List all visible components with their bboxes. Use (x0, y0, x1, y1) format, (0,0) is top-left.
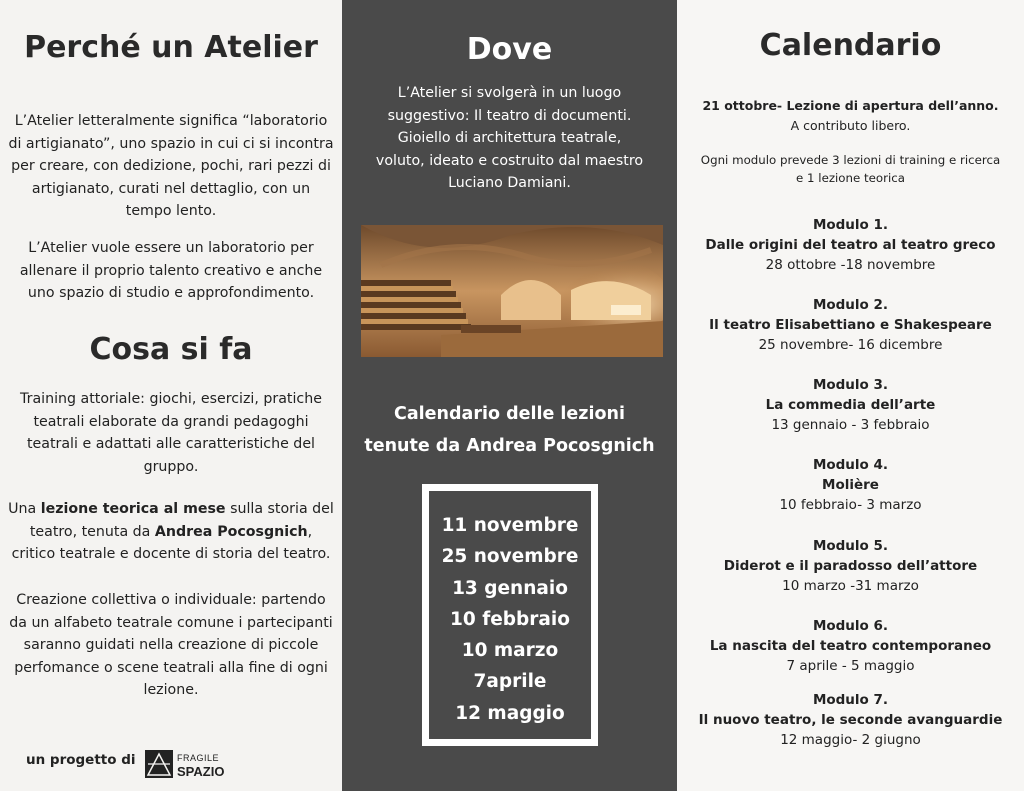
module-title: La commedia dell’arte (765, 397, 936, 413)
opening-lesson (693, 96, 1008, 136)
paragraph-training: Training attoriale: giochi, esercizi, pratiche teatrali elaborate da grandi pedagoghi teatrali e adattati alle caratteristiche del gruppo. (20, 391, 322, 475)
subheading-line: Calendario delle lezioni (394, 404, 625, 424)
module-title: Il teatro Elisabettiano e Shakespeare (709, 317, 992, 333)
opening-lesson-note: A contributo libero. (790, 118, 911, 133)
subheading-line: tenute da Andrea Pocosgnich (364, 436, 655, 456)
note-line: e 1 lezione teorica (796, 171, 905, 185)
lesson-date: 25 novembre (441, 546, 579, 568)
module-dates: 13 gennaio - 3 febbraio (771, 417, 930, 433)
paragraph-atelier-meaning: L’Atelier letteralmente significa “laboratorio di artigianato”, uno spazio in cui ci si incontra per creare, con dedizione, pochi, rari pezzi di artigianato, curati nel dettaglio, con un tempo lento. (8, 113, 334, 219)
paragraph-lezione-teorica (8, 498, 334, 566)
text-span: Una (8, 501, 41, 517)
module-label: Modulo 5. (812, 538, 889, 554)
module-title: Il nuovo teatro, le seconde avanguardie (698, 712, 1003, 728)
lesson-dates-box (422, 484, 598, 746)
lesson-date: 12 maggio (455, 702, 565, 724)
logo-text-bottom: SPAZIO (177, 764, 225, 779)
module-dates: 10 febbraio- 3 marzo (779, 497, 922, 513)
module-label: Modulo 4. (812, 457, 889, 473)
theatre-photo (361, 225, 663, 357)
lesson-date: 10 marzo (461, 640, 559, 662)
module-5 (685, 536, 1016, 596)
module-title: La nascita del teatro contemporaneo (709, 638, 992, 654)
heading-cosa-si-fa: Cosa si fa (89, 332, 253, 367)
text-span: sulla storia del teatro, tenuta da (29, 501, 334, 540)
paragraph-atelier-purpose: L’Atelier vuole essere un laboratorio per allenare il proprio talento creativo e anche uno spazio di studio e approfondimento. (19, 240, 323, 301)
module-structure-note (693, 151, 1008, 187)
module-dates: 7 aprile - 5 maggio (786, 658, 915, 674)
lesson-dates-list (429, 510, 591, 729)
fragile-spazio-logo (145, 748, 255, 780)
module-title: Molière (822, 477, 879, 493)
module-3 (685, 375, 1016, 435)
module-1 (685, 215, 1016, 275)
text-bold: lezione teorica al mese (40, 501, 226, 517)
heading-dove: Dove (466, 32, 553, 67)
subheading-calendario-lezioni (352, 398, 667, 462)
module-dates: 10 marzo -31 marzo (782, 578, 919, 594)
module-label: Modulo 7. (812, 692, 889, 708)
paragraph-dove: L’Atelier si svolgerà in un luogo suggestivo: Il teatro di documenti. Gioiello di architettura teatrale, voluto, ideato e costruito dal maestro Luciano Damiani. (375, 85, 644, 191)
module-4 (685, 455, 1016, 515)
module-label: Modulo 2. (812, 297, 889, 313)
module-dates: 25 novembre- 16 dicembre (758, 337, 943, 353)
left-column (0, 0, 342, 791)
heading-calendario: Calendario (759, 28, 942, 63)
footer-project-label: un progetto di (26, 752, 136, 768)
paragraph-creazione: Creazione collettiva o individuale: partendo da un alfabeto teatrale comune i partecipanti saranno guidati nella creazione di piccole perfomance o scene teatrali alla fine di ogni lezione. (9, 592, 333, 698)
middle-column (342, 0, 677, 791)
note-line: Ogni modulo prevede 3 lezioni di training e ricerca (700, 153, 1001, 167)
module-2 (685, 295, 1016, 355)
module-title: Diderot e il paradosso dell’attore (723, 558, 978, 574)
module-dates: 12 maggio- 2 giugno (780, 732, 921, 748)
lesson-date: 13 gennaio (452, 577, 568, 599)
logo-text-top: FRAGILE (177, 753, 220, 763)
module-7 (685, 690, 1016, 750)
opening-lesson-date: 21 ottobre- Lezione di apertura dell’anno. (702, 98, 999, 113)
right-column (677, 0, 1024, 791)
heading-perche-un-atelier: Perché un Atelier (24, 30, 318, 65)
text-span: , critico teatrale e docente di storia del teatro. (11, 523, 331, 562)
lesson-date: 10 febbraio (450, 608, 570, 630)
text-bold: Andrea Pocosgnich (154, 523, 308, 540)
module-title: Dalle origini del teatro al teatro greco (705, 237, 996, 253)
lesson-date: 7aprile (473, 671, 547, 693)
module-label: Modulo 1. (812, 217, 889, 233)
module-6 (685, 616, 1016, 676)
lesson-date: 11 novembre (441, 515, 579, 536)
module-dates: 28 ottobre -18 novembre (765, 257, 936, 273)
module-label: Modulo 3. (812, 377, 889, 393)
module-label: Modulo 6. (812, 618, 889, 634)
